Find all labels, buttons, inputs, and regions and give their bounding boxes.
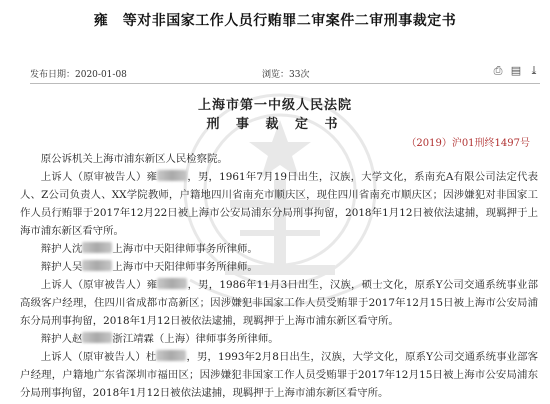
paragraph: 辩护人吴 上海市中天阳律师事务所律师。: [40, 261, 258, 273]
paragraph: 上诉人（原审被告人）雍 ，男，1961年7月19日出生，汉族，大学文化，系南充A有限公司法定代表人、Z公司负责人、XX学院教师，户籍地四川省南充市顺庆区，现住四川省南充市顺庆区；因涉嫌犯对非国家工作人员行贿罪于2017年12月22日被上海市公安局浦东分局刑事拘留，2018年1月12日被依法逮捕，现羁押于上海市浦东新区看守所。: [20, 171, 538, 237]
paragraph: 辩护人赵 浙江靖霖（上海）律师事务所律师。: [40, 333, 279, 345]
redacted-name: [157, 278, 187, 289]
paragraph: 原公诉机关上海市浦东新区人民检察院。: [40, 153, 228, 165]
divider: [30, 83, 540, 84]
ruling-type: 刑 事 裁 定 书: [206, 117, 344, 132]
paragraph: 上诉人（原审被告人）杜 ，男，1993年2月8日出生，汉族，大学文化，原系Y公司交通系统事业部客户经理，户籍地广东省深圳市福田区；因涉嫌犯非国家工作人员受贿罪于2017年12月15日被上海市公安局浦东分局刑事拘留，2018年1月12日被依法逮捕，现羁押于上海市浦东新区看守所。: [20, 351, 538, 399]
view-count: 浏览：33次: [262, 70, 310, 80]
redacted-name: [82, 242, 112, 253]
file-icon[interactable]: ▤: [510, 64, 522, 77]
document-title: 雍​ 等对非国家工作人员行贿罪二审案件二审刑事裁定书: [93, 13, 457, 29]
download-icon[interactable]: ⤓: [529, 64, 539, 77]
publish-date: 发布日期：2020-01-08: [30, 70, 127, 80]
redacted-name: [156, 350, 186, 361]
case-number: （2019）沪01刑终1497号: [406, 138, 530, 149]
paragraph: 辩护人沈 上海市中天阳律师事务所律师。: [40, 243, 258, 255]
redacted-name: [82, 332, 112, 343]
redacted-name: [157, 170, 187, 181]
toolbar-icons: [492, 65, 540, 77]
redacted-name: [82, 260, 112, 271]
document-body: [20, 150, 538, 402]
paragraph: 上诉人（原审被告人）雍 ，男，1986年11月3日出生，汉族，硕士文化，原系Y公司交通系统事业部高级客户经理，住四川省成都市高新区；因涉嫌犯非国家工作人员受贿罪于2017年12月15日被上海市公安局浦东分局刑事拘留，2018年1月12日被依法逮捕，现羁押于上海市浦东新区看守所。: [20, 279, 538, 327]
print-icon[interactable]: ⎙: [493, 64, 503, 77]
court-name: 上海市第一中级人民法院: [197, 98, 352, 113]
